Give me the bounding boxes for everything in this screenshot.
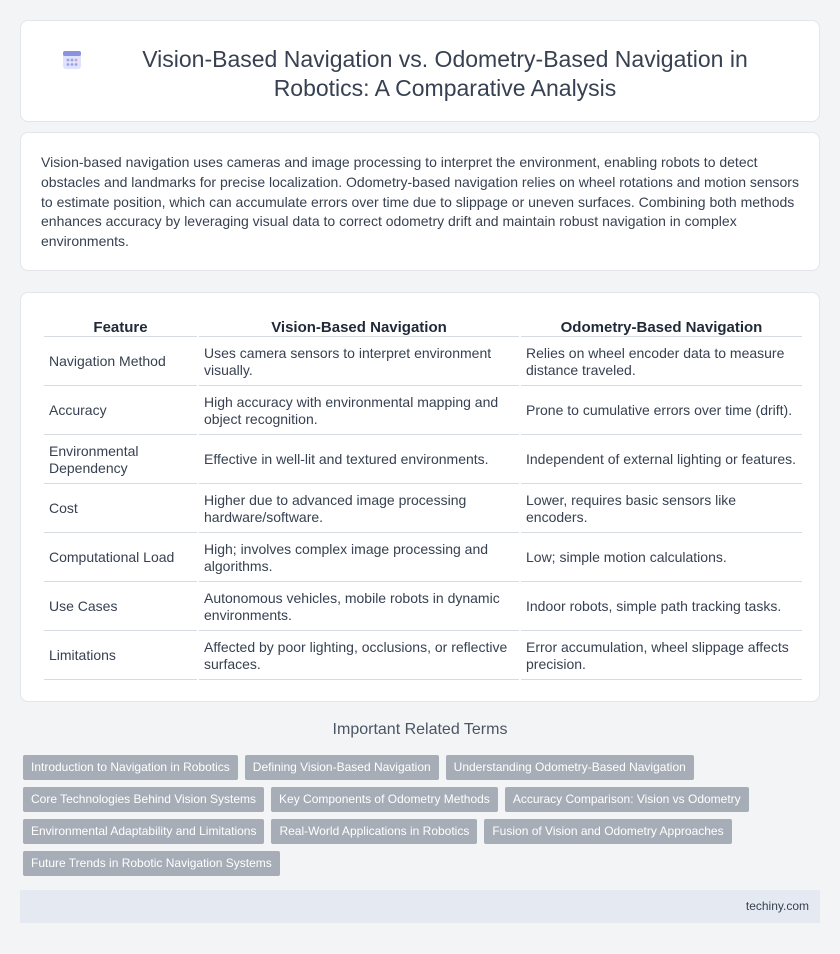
related-terms-list <box>23 755 813 883</box>
related-term-tag[interactable]: Environmental Adaptability and Limitations <box>23 819 264 844</box>
table-row <box>44 584 802 631</box>
feature-cell: Accuracy <box>44 388 197 435</box>
odometry-cell: Independent of external lighting or features. <box>521 437 802 484</box>
feature-cell: Use Cases <box>44 584 197 631</box>
feature-cell: Limitations <box>44 633 197 680</box>
comparison-table-card <box>20 292 820 702</box>
related-term-tag[interactable]: Real-World Applications in Robotics <box>271 819 477 844</box>
feature-cell: Navigation Method <box>44 339 197 386</box>
header-feature: Feature <box>44 315 197 337</box>
related-term-tag[interactable]: Fusion of Vision and Odometry Approaches <box>484 819 731 844</box>
feature-cell: Computational Load <box>44 535 197 582</box>
table-row <box>44 339 802 386</box>
comparison-table <box>42 313 804 682</box>
odometry-cell: Relies on wheel encoder data to measure distance traveled. <box>521 339 802 386</box>
table-row <box>44 633 802 680</box>
table-row <box>44 437 802 484</box>
table-row <box>44 535 802 582</box>
related-term-tag[interactable]: Introduction to Navigation in Robotics <box>23 755 238 780</box>
related-term-tag[interactable]: Defining Vision-Based Navigation <box>245 755 439 780</box>
odometry-cell: Lower, requires basic sensors like encoders. <box>521 486 802 533</box>
intro-card <box>20 132 820 271</box>
page-title: Vision-Based Navigation vs. Odometry-Based Navigation in Robotics: A Comparative Analysis <box>142 46 748 101</box>
table-row <box>44 486 802 533</box>
odometry-cell: Low; simple motion calculations. <box>521 535 802 582</box>
vision-cell: High; involves complex image processing and algorithms. <box>199 535 519 582</box>
table-row <box>44 388 802 435</box>
related-term-tag[interactable]: Accuracy Comparison: Vision vs Odometry <box>505 787 749 812</box>
related-term-tag[interactable]: Future Trends in Robotic Navigation Systems <box>23 851 280 876</box>
feature-cell: Environmental Dependency <box>44 437 197 484</box>
related-term-tag[interactable]: Key Components of Odometry Methods <box>271 787 498 812</box>
vision-cell: Uses camera sensors to interpret environment visually. <box>199 339 519 386</box>
header-card <box>20 20 820 122</box>
footer-bar <box>20 890 820 923</box>
odometry-cell: Indoor robots, simple path tracking tasks. <box>521 584 802 631</box>
table-header-row <box>44 315 802 337</box>
vision-cell: Effective in well-lit and textured environments. <box>199 437 519 484</box>
document-icon <box>61 49 83 76</box>
header-vision: Vision-Based Navigation <box>199 315 519 337</box>
header-odometry: Odometry-Based Navigation <box>521 315 802 337</box>
odometry-cell: Prone to cumulative errors over time (drift). <box>521 388 802 435</box>
related-terms-heading: Important Related Terms <box>332 721 508 738</box>
intro-paragraph: Vision-based navigation uses cameras and image processing to interpret the environment, enabling robots to detect obstacles and landmarks for precise localization. Odometry-based navigation relies on wheel rotations and motion sensors to estimate position, which can accumulate errors over time due to slippage or uneven surfaces. Combining both methods enhances accuracy by leveraging visual data to correct odometry drift and maintain robust navigation in complex environments. <box>41 154 799 250</box>
vision-cell: Higher due to advanced image processing hardware/software. <box>199 486 519 533</box>
vision-cell: High accuracy with environmental mapping and object recognition. <box>199 388 519 435</box>
footer-site-link[interactable]: techiny.com <box>745 899 809 913</box>
related-term-tag[interactable]: Core Technologies Behind Vision Systems <box>23 787 264 812</box>
vision-cell: Affected by poor lighting, occlusions, or reflective surfaces. <box>199 633 519 680</box>
vision-cell: Autonomous vehicles, mobile robots in dynamic environments. <box>199 584 519 631</box>
related-term-tag[interactable]: Understanding Odometry-Based Navigation <box>446 755 694 780</box>
odometry-cell: Error accumulation, wheel slippage affects precision. <box>521 633 802 680</box>
feature-cell: Cost <box>44 486 197 533</box>
